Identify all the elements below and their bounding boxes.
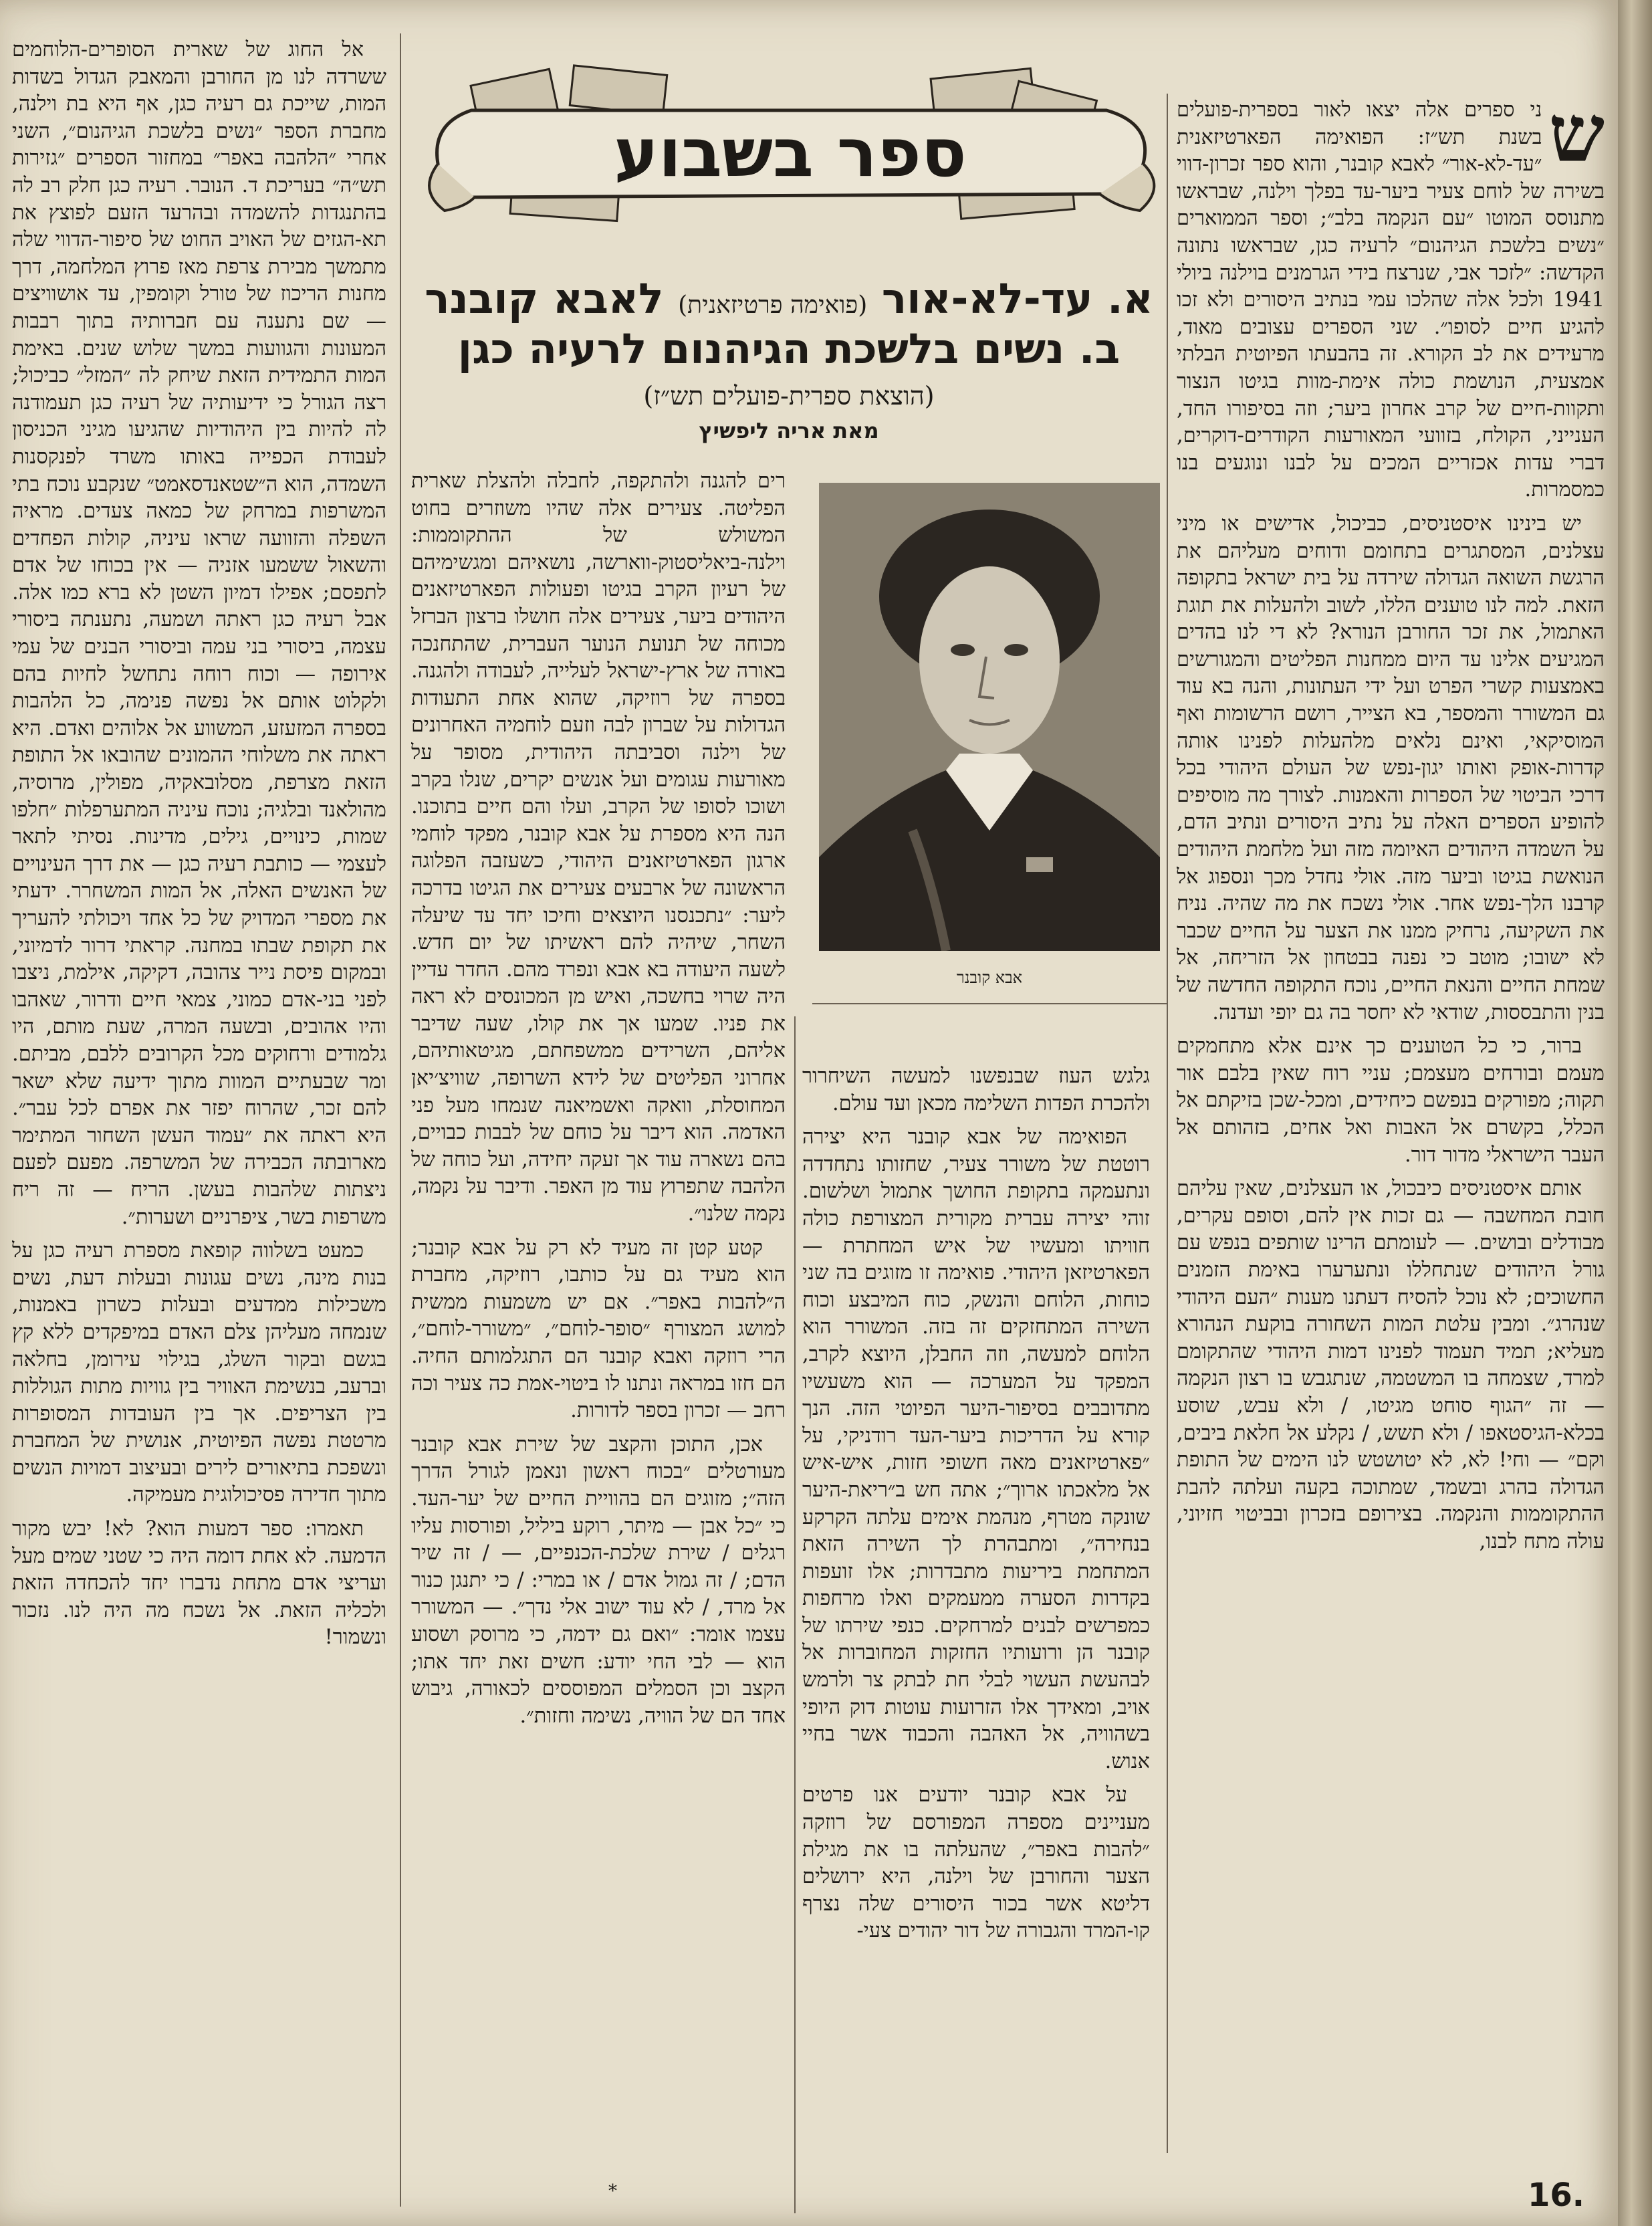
- paragraph: תאמרו: ספר דמעות הוא? לא! יבש מקור הדמעה. לא אחת דומה היה כי שטני שמים מעל ועריצי אדם מתחת נדברו יחד להכחדה הזאת ולכליה הזאת. אל נשכח מה היה לנו. נזכור ונשמור!: [12, 1517, 386, 1650]
- photo-caption: אבא קובנר: [956, 968, 1023, 987]
- paragraph: קטע קטן זה מעיד לא רק על אבא קובנר; הוא מעיד גם על כותבו, רוזיקה, מחברת ה״להבות באפר״. אם יש משמעות ממשית למושג המצורף ״סופר-לוחם״, ״משורר-לוחם״, הרי רוזקה ואבא קובנר הם התגלמותם החיה. הם חזו במראה ונתנו לו ביטוי-אמת כה צעיר וכה רחב — זכרון בספר לדורות.: [411, 1236, 786, 1423]
- banner-title: ספר בשבוע: [614, 114, 967, 192]
- publisher-line: (הוצאת ספרית-פועלים תש״ז): [643, 381, 935, 411]
- article-column-right: [1177, 97, 1605, 2143]
- column-divider: [794, 1016, 796, 2213]
- column-divider: [1167, 94, 1168, 2153]
- headline-book-title: ב. נשים בלשכת הגיהנום: [661, 324, 1120, 373]
- binding-edge: [1618, 0, 1652, 2226]
- headline-author: לרעיה כגן: [457, 324, 647, 373]
- portrait-illustration: [819, 483, 1160, 951]
- paragraph: יש בינינו איסטניסים, כביכול, אדישים או מיני עצלנים, המסתגרים בתחומם ודוחים מעליהם את הרגשת השואה הגדולה שירדה על בית ישראל בתקופה הזאת. למה לנו טוענים הללו, לשוב ולהעלות את תוגת האתמול, את זכר החורבן הנורא? לא די לנו בהדים המגיעים אלינו עד היום ממחנות הפליטים והמגורשים באמצעות קשרי הפרט ועל ידי העתונות, והנה בא עוד גם המשורר והמספר, בא הצייר, רושם הרשומות ואף המוסיקאי, ואינם נלאים מלהעלות לפנינו אותה קדרות-אופק ואותו יגון-נפש של העולם היהודי בכל דרכי הביטוי של הספרות והאמנות. לצורך מה מוסיפים להופיע הספרים האלה על נתיב היסורים ונתיב הדם, על השמדה היהודים האיומה מזה ועל מלחמת היהודים הנואשת בגיטו וביער מזה. אולי נחדל מכך ונספוג אל קרבנו הלך-נפש אחר. אולי נשכח את מה שהיה. נניח את השקיעה, נרחיק ממנו את הצער על החיים שכבר לא ישובו; מוטב כי נפנה בבטחון אל הזריחה, אל שמחת החיים והנאת החיים, נוכח התקופה החדשה של בנין והתבססות, שודאי לא יחסר בה גם יופי ועדנה.: [1177, 512, 1605, 1024]
- page-number: 16.: [1528, 2177, 1585, 2214]
- paragraph: גלגש העוז שבנפשנו למעשה השיחרור ולהכרת הפדות השלימה מכאן ועד עולם.: [802, 1065, 1150, 1115]
- author-portrait-photo: [819, 483, 1160, 951]
- article-column-mid-left: [411, 468, 786, 2207]
- article-column-mid-right: [802, 1063, 1150, 2213]
- article-column-left: [12, 37, 386, 2210]
- paragraph: כמעט בשלווה קופאת מספרת רעיה כגן על בנות מינה, נשים עגונות ובעלות דעת, נשים משכילות ממדעים ובעלות כשרון באמנות, שנמחה מעליהן צלם האדם במיפקדים ללא קץ בגשם ובקור השלג, בגילוי עירומן, בחלאה וברעב, בנשימת האוויר בין גוויות מתות הגוללות בין הצריפים. אך בין העובדות המסופרות מרטטת נפשה הפיוטית, אנושית של המחברת ונשפכת בתיאורים לירים ובעיצוב דמויות הנשים מתוך חדירה פסיכולוגית מעמיקה.: [12, 1239, 386, 1507]
- drop-cap: ש: [1548, 97, 1605, 180]
- paragraph: ברור, כי כל הטוענים כך אינם אלא מתחמקים מעמם ובורחים מעצמם; עניי רוח שאין בלבם אור תקוה; מפורקים בנפשם כיחידים, ומכל-שכן בזיקתם אל הכלל, בקשרם אל האבות ואל אחים, בזהותם אל העבר הישראלי מדור דור.: [1177, 1034, 1605, 1167]
- caption-rule: [812, 1003, 1167, 1004]
- byline: מאת אריה ליפשיץ: [699, 418, 879, 443]
- paragraph: אל החוג של שארית הסופרים-הלוחמים ששרדה לנו מן החורבן והמאבק הגדול בשדות המות, שייכת גם רעיה כגן, אף היא בת וילנה, מחברת הספר ״נשים בלשכת הגיהנום״, השני אחרי ״הלהבה באפר״ במחזור הספרים ״גזירות תש״ה״ בעריכת ד. הנובר. רעיה כגן חלק רב לה בהתנגדות להשמדה ובהרעד הזעם לפוצץ את תא-הגזים של האויב החוט של סיפור-הדווי שלה מתמשך מבירת צרפת מאז פרוץ המלחמה, דרך מחנות הריכוז של טורל וקומפין, עד אושוויצים — שם נתענה עם חברותיה בתוך רבבות המעונות והגוועות במשך שלוש שנים. באימת המות התמידית הזאת שיחק לה ״המזל״ כביכול; רצה הגורל כי ידיעותיה של רעיה כגן תעמודנה לה להיות בין היהודיות שהגיעו מגיני הכניסון לעבודת הכפייה באותו משרד לפנקסנות השמדה, הוא ה״שטאנדסאמט״ שנקבע נוכח בתי המשרפות במרחק של כמאה צעדים. מראיה השפלה והזוועה שראו עיניה, קולות הפחדים והשאול ששמעו אזניה — אין בכוחו של אדם לתפסם; אפילו דמיון השטן לא ברא כמו אלה. אבל רעיה כגן ראתה ושמעה, נתענתה ביסורי עצמה, ביסורי בני עמה וביסורי הבנים של עמי אירופה — וכוח רוחה נתחשל לחיות בהם ולקלוט אותם אל נפשה פנימה, כל הלהבות בספרה המזעזע, המשווע אל אלוהים ואדם. היא ראתה את משלוחי ההמונים שהובאו אל התופת הזאת מצרפת, מסלובאקיה, מפולין, מרוסיה, מהולאנד ובלגיה; נוכח עיניה המתערפלות ״חלפו שמות, כינויים, גילים, מדינות. נסיתי לתאר לעצמי — כותבת רעיה כגן — את דרך העינויים של האנשים האלה, אל המות המשחרר. ידעתי את מספרי המדויק של כל אחד ויכולתי להעריך את תקופת שבתו במחנה. קראתי דרור לדמיוני, ובמקום פיסת נייר צהובה, דקיקה, אילמת, ניצבו לפני בני-אדם כמוני, צמאי חיים ודרור, שאהבו והיו אהובים, ובשעה המרה, שעת מותם, היו גלמודים ורחוקים מכל הקרובים ללבם, מביתם. ומר שבעתיים המוות מתוך ידיעה שלא ישאר להם זכר, שהרוח יפזר את אפרם לכל עבר״. היא ראתה את ״עמוד העשן השחור המתימר מארובתה הכבירה של המשרפה. מפעם לפעם ניצתות שלהבות בעשן. הריח — זה ריח משרפות בשר, ציפרניים ושערות״.: [12, 38, 386, 1229]
- section-banner: [411, 64, 1170, 231]
- paragraph: אותם איסטניסים כיבכול, או העצלנים, שאין עליהם חובת המחשבה — גם זכות אין להם, וסופם עקרים, מבודלים ובושים. — לעומתם הרינו שותפים בנפש עם גורל היהודים שנתחללו ונתערערו באימת הזמנים החשוכים; לא נוכל להסיח דעתנו מענות ״העם היהודי שנהרג״. ומבין עלטת המות השחורה בוקעת הנהורא מעליא; תמיד תעמוד לפנינו דמות היהודי שהתקומם למרד, שצמחה בו המשטמה, שנתגבש בו רצון הנקמה — זה ״הגוף סוחט מגיטו, / ולא עבש, שוסע בכלא-הגיסטאפו / ולא תשש, / נקלע אל חלאת ביבים, וקם״ — וחי! לא, לא יטושטש לנו הימים של התופת הגדולה בהרג ובשמד, שמתוכה בקעה ועלתה להבת ההתקוממות והנקמה. בצירופם בזכרון ובביטוי חזיוני, עולה מתח לבנו,: [1177, 1177, 1605, 1553]
- paragraph: על אבא קובנר יודעים אנו פרטים מעניינים מספרה המפורסם של רוזקה ״להבות באפר״, שהעלתה בו את מגילת הצער והחורבן של וילנה, היא ירושלים דליטא אשר בכור היסורים שלה נצרף קו-המרד והגבורה של דור יהודים צעי-: [802, 1783, 1150, 1943]
- headline-first-book: [415, 274, 1163, 323]
- headline-second-book: [415, 324, 1163, 373]
- headline-book-title: א. עד-לא-אור: [881, 274, 1153, 323]
- headline-author: לאבא קובנר: [425, 274, 664, 323]
- footer-mark: *: [608, 2181, 617, 2201]
- paragraph: רים להגנה ולהתקפה, לחבלה ולהצלת שארית הפליטה. צעירים אלה שהיו משוזרים בחוט המשולש של ההתקוממות: וילנה-ביאליסטוק-ווארשה, נושאיהם ומגשימיהם של רעיון הקרב בגיטו ופעולות הפארטיזאנים היהודים ביער, צעירים אלה חושלו ברצון הברזל מכוחה של תנועת הנוער העברית, שהתחנכה באורה של ארץ-ישראל לעלייה, לעבודה ולהגנה. בספרה של רוזיקה, שהוא אחת התעודות הגדולות על שברון לבה וזעם לוחמיה האחרונים של וילנה וסביבתה היהודית, מסופר על מאורעות עגומים ועל אנשים יקרים, שנלו בקרב ושוכו לסופו של הקרב, ועלו והם חיים בתוכנו. הנה היא מספרת על אבא קובנר, מפקד לוחמי ארגון הפארטיזאנים היהודי, כשעזבה הפלוגה הראשונה של ארבעים צעירים את הגיטו בדרכה ליער: ״נתכנסנו היוצאים וחיכו יחד עד שיעלה השחר, שיהיה להם ראשיתו של יום חדש. לשעה היעודה בא אבא ונפרד מהם. החדר עדיין היה שרוי בחשכה, ואיש מן המכונסים לא ראה את פניו. שמעו אך את קולו, שעה שדיבר אליהם, השרידים ממשפחתם, מגיטאותיהם, אחרוני הפליטים של לידא השרופה, שוויצ׳יאן המחוסלת, וואקה ואשמיאנה שנמחו מעל פני האדמה. הוא דיבר על כוחם של לבבות כבויים, בהם נשארה עוד אך זעקה יחידה, ועל כוחה של הלהבה שתפרוץ עוד מן האפר. ודיבר על נקמה, נקמה שלנו״.: [411, 469, 786, 1226]
- headline-genre: (פואימה פרטיזאנית): [678, 292, 868, 319]
- column-divider: [400, 33, 401, 2207]
- paragraph: הפואימה של אבא קובנר היא יצירה רוטטת של משורר צעיר, שחזותו נתחדדה ונתעמקה בתקופת החושך אתמול ושלשום. זוהי יצירה עברית מקורית המצורפת כולה חוויתו ומעשיו של איש המחתרת — הפארטיזאן היהודי. פואימה זו מזוגים בה שני כוחות, הלוחם והנשק, כוח המיבצע וכוח השירה המתחזקים זה בזה. המשורר הוא הלוחם למעשה, וזה החבלן, היוצא לקרב, המפקד על המערכה — הוא משעשיו מתדובבים בסיפור-היער הפיוטי הזה. הנך קורא על הדריכות ביער-העד רודניקי, על ״פארטיזאנים מאה חשופי חזות, איש-איש אל מלאכתו ארוך״; אתה חש ב״ריאת-היער שונקה מטרף, מנהמת אימים עלתה הקרקע בנחירה״, ומתבהרת לך השירה הזאת המתחמת ביריעות מתבדרות; אלו זועפות בקדרות הסערה ממעמקים ואלו מרחפות כמפרשים לבנים למרחקים. כנפי שירתו של קובנר הן ורועותיו החזקות המחוברות אל לבהעשת העשוי לבלי חת לבתק צר ולרמש אויב, ומאידך אלו הזרועות עוטות דוק היופי בשהוויה, אל האהבה והכבוד אשר בחיי אנוש.: [802, 1125, 1150, 1773]
- paragraph: ני ספרים אלה יצאו לאור בספרית-פועלים בשנת תש״ז: הפואימה הפארטיזאנית ״עד-לא-אור״ לאבא קובנר, והוא ספר זכרון-דווי בשירה של לוחם צעיר ביער-עד בפלך וילנה, שבראשו מתנוסס המוטו ״עם הנקמה בלב״; וספר הממוארים ״נשים בלשכת הגיהנום״ לרעיה כגן, שבראשו נתונה הקדשה: ״לזכר אבי, שנרצח בידי הגרמנים בוילנה ביולי 1941 ולכל אלה שהלכו עמי בנתיב היסורים ולא זכו להגיע חיים לסופו״. שני הספרים עצובים מאוד, מרעידים את לב הקורא. זה בהבעתו הפיוטית הבלתי אמצעית, הנושמת כולה אימת-מוות בגיטו הנצור ותקוות-חיים של קרב אחרון ביער; וזה בסיפורו החד, הענייני, הקולח, בזוועי המאורעות הקודרים-דוקרים, דברי עדות אכזריים המכים על לבנו ונוגעים בנו כמסמרות.: [1177, 98, 1605, 502]
- paragraph: אכן, התוכן והקצב של שירת אבא קובנר מעורטלים ״בכוח ראשון ונאמן לגורל הדרך הזה״; מזוגים הם בהוויית החיים של יער-העד. כי ״כל אבן — מיתר, רוקע ביליל, ופורסות עליו רגלים / שירת שלכת-הכנפיים, — / זה שיר הדם; / זה גמול אדם / או במרי: / כי יתנגן כנור אל מרד, / לא עוד ישוב אלי נדך״. — המשורר עצמו אומר: ״ואם גם ידמה, כי מרוסק ושסוע הוא — לבי החי יודע: חשים זאת יחד אתו; הקצב וכן הסמלים המפוססים לכאורה, גיבוש אחד הם של הוויה, נשימה וחזות״.: [411, 1432, 786, 1728]
- banner-scroll-illustration: [411, 64, 1170, 231]
